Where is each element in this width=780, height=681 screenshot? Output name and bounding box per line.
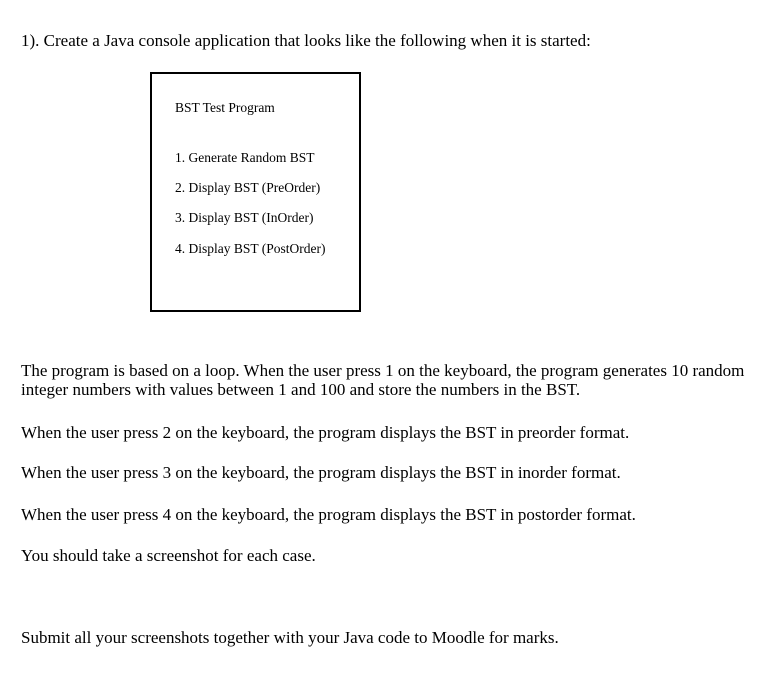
menu-item-postorder: 4. Display BST (PostOrder) (175, 241, 326, 256)
console-mockup-box (150, 72, 361, 312)
paragraph-press-4: When the user press 4 on the keyboard, the program displays the BST in postorder format. (21, 505, 636, 524)
question-title: 1). Create a Java console application that looks like the following when it is started: (21, 31, 591, 50)
paragraph-press-3: When the user press 3 on the keyboard, the program displays the BST in inorder format. (21, 463, 621, 482)
paragraph-submit: Submit all your screenshots together with your Java code to Moodle for marks. (21, 628, 559, 647)
paragraph-loop: The program is based on a loop. When the user press 1 on the keyboard, the program generates 10 random integer numbers with values between 1 and 100 and store the numbers in the BST. (21, 361, 745, 399)
menu-item-inorder: 3. Display BST (InOrder) (175, 210, 314, 225)
paragraph-press-2: When the user press 2 on the keyboard, the program displays the BST in preorder format. (21, 423, 630, 442)
paragraph-screenshot: You should take a screenshot for each case. (21, 546, 316, 565)
console-title: BST Test Program (175, 100, 275, 115)
menu-item-generate: 1. Generate Random BST (175, 150, 315, 165)
menu-item-preorder: 2. Display BST (PreOrder) (175, 180, 321, 195)
